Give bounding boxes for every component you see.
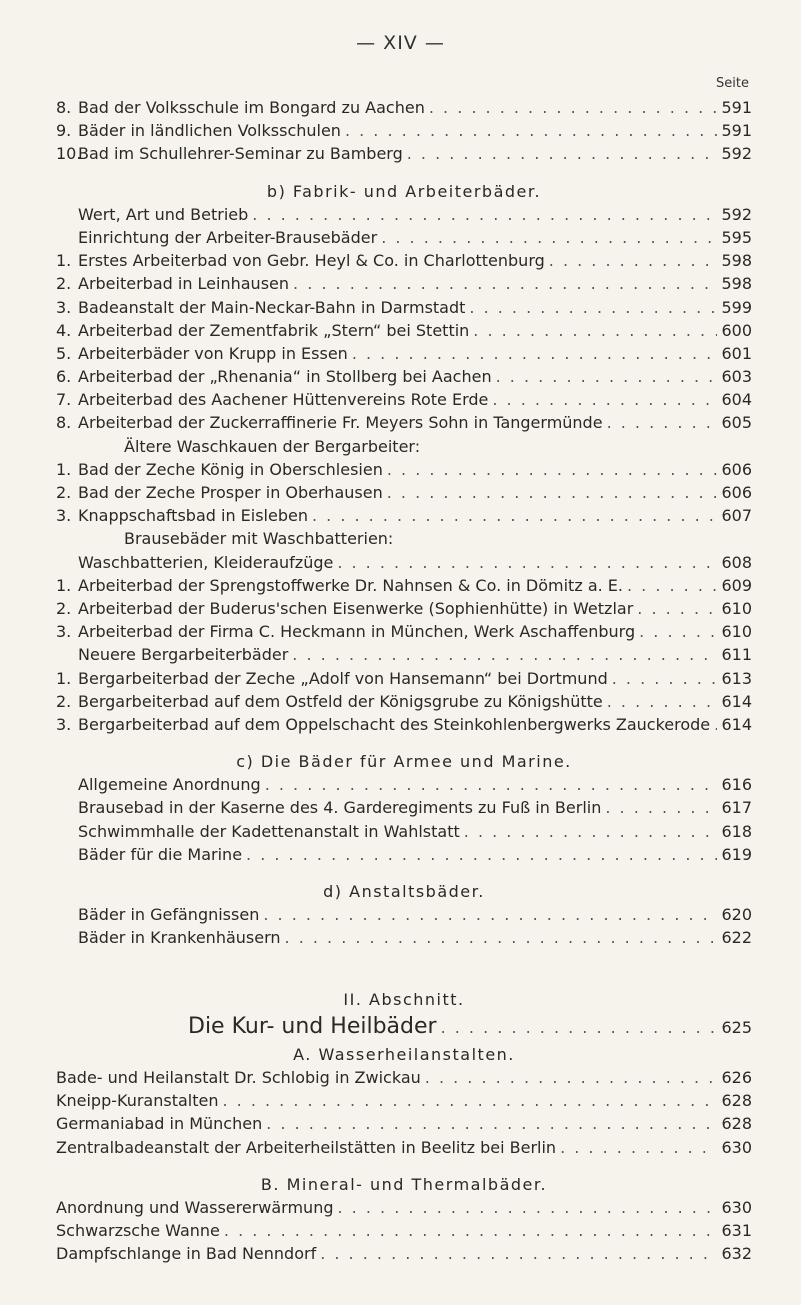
entry-title: Arbeiterbad der Zementfabrik „Stern“ bei Stettin bbox=[78, 320, 470, 340]
page-number: 606 bbox=[721, 459, 752, 479]
leader-dots bbox=[381, 226, 717, 249]
toc-entry bbox=[56, 365, 752, 388]
entry-title: Arbeiterbäder von Krupp in Essen bbox=[78, 343, 348, 363]
entry-title: Arbeiterbad der „Rhenania“ in Stollberg bei Aachen bbox=[78, 367, 492, 387]
section-heading-b: b) Fabrik- und Arbeiterbäder. bbox=[266, 181, 542, 201]
toc-entry bbox=[56, 1196, 752, 1219]
page-number: 622 bbox=[721, 928, 752, 948]
toc-entry bbox=[56, 643, 752, 666]
toc-entry bbox=[56, 96, 752, 119]
entry-number: 5. bbox=[56, 343, 72, 363]
entry-title: Waschbatterien, Kleideraufzüge bbox=[78, 552, 334, 572]
toc-entry bbox=[56, 690, 752, 713]
toc-entry bbox=[56, 504, 752, 527]
toc-entry bbox=[56, 574, 752, 597]
entry-title: Brausebad in der Kaserne des 4. Garderegiments zu Fuß in Berlin bbox=[78, 798, 602, 818]
page-number: 613 bbox=[721, 668, 752, 688]
entry-number: 2. bbox=[56, 691, 72, 711]
entry-title: Allgemeine Anordnung bbox=[78, 775, 261, 795]
seite-label: Seite bbox=[716, 76, 749, 91]
leader-dots bbox=[246, 843, 717, 866]
entry-number: 3. bbox=[56, 622, 72, 642]
leader-dots bbox=[473, 319, 717, 342]
entry-number: 2. bbox=[56, 598, 72, 618]
page-number: 598 bbox=[721, 251, 752, 271]
entry-title: Bergarbeiterbad auf dem Oppelschacht des Steinkohlenbergwerks Zauckerode bbox=[78, 714, 711, 734]
page-number: 595 bbox=[721, 227, 752, 247]
toc-entry bbox=[56, 667, 752, 690]
page-number: 630 bbox=[721, 1137, 752, 1157]
toc-entry bbox=[56, 411, 752, 434]
page-number: 591 bbox=[721, 98, 752, 117]
toc-entry bbox=[56, 597, 752, 620]
leader-dots bbox=[469, 296, 717, 319]
page-number: 630 bbox=[721, 1197, 752, 1217]
toc-entry bbox=[56, 319, 752, 342]
entry-title: Erstes Arbeiterbad von Gebr. Heyl & Co. in Charlottenburg bbox=[78, 251, 545, 271]
page-number: 614 bbox=[721, 714, 752, 734]
leader-dots bbox=[425, 1066, 718, 1089]
page-number: 628 bbox=[721, 1114, 752, 1134]
page-number: 631 bbox=[721, 1221, 752, 1241]
page-number: 625 bbox=[721, 1017, 752, 1037]
entry-title: Schwimmhalle der Kadettenanstalt in Wahlstatt bbox=[78, 821, 460, 841]
page-number: 600 bbox=[721, 320, 752, 340]
entry-title: Kneipp-Kuranstalten bbox=[56, 1091, 219, 1111]
section-heading-d: d) Anstaltsbäder. bbox=[323, 882, 485, 901]
toc-entry bbox=[56, 713, 752, 736]
toc-entry bbox=[56, 620, 752, 643]
leader-dots bbox=[714, 713, 717, 736]
page-number: 632 bbox=[721, 1244, 752, 1264]
leader-dots bbox=[407, 142, 718, 165]
leader-dots bbox=[607, 690, 718, 713]
entry-title: Anordnung und Wassererwärmung bbox=[56, 1197, 334, 1217]
entry-title: Zentralbadeanstalt der Arbeiterheilstätten in Beelitz bei Berlin bbox=[56, 1137, 557, 1157]
toc-entry bbox=[56, 1136, 752, 1159]
page-number: 604 bbox=[721, 390, 752, 410]
section-heading-A: A. Wasserheilanstalten. bbox=[293, 1044, 515, 1064]
subheading-brausebaeder: Brausebäder mit Waschbatterien: bbox=[124, 529, 394, 549]
toc-entry bbox=[56, 142, 752, 165]
toc-entry bbox=[56, 903, 752, 926]
entry-title: Arbeiterbad des Aachener Hüttenvereins Rote Erde bbox=[78, 390, 489, 410]
toc-entry bbox=[56, 388, 752, 411]
leader-dots bbox=[492, 388, 717, 411]
toc-entry bbox=[56, 773, 752, 796]
table-of-contents bbox=[56, 96, 752, 1265]
entry-title: Schwarzsche Wanne bbox=[56, 1221, 220, 1241]
toc-entry bbox=[56, 226, 752, 249]
entry-number: 2. bbox=[56, 483, 72, 502]
leader-dots bbox=[612, 667, 718, 690]
section-heading-B: B. Mineral- und Thermalbäder. bbox=[260, 1174, 548, 1194]
entry-number: 3. bbox=[56, 506, 72, 526]
entry-number: 9. bbox=[56, 121, 72, 141]
entry-number: 1. bbox=[56, 575, 72, 595]
entry-number: 3. bbox=[56, 714, 72, 734]
toc-entry bbox=[56, 551, 752, 574]
entry-number: 1. bbox=[56, 459, 72, 479]
leader-dots bbox=[222, 1089, 717, 1112]
toc-entry bbox=[56, 1242, 752, 1265]
page-number: 606 bbox=[721, 483, 752, 502]
leader-dots bbox=[265, 773, 718, 796]
page-number: 608 bbox=[721, 552, 752, 572]
toc-entry bbox=[56, 203, 752, 226]
entry-number: 1. bbox=[56, 668, 72, 688]
toc-entry bbox=[56, 1219, 752, 1242]
page-number: 598 bbox=[721, 274, 752, 294]
leader-dots bbox=[352, 342, 718, 365]
toc-entry bbox=[56, 296, 752, 319]
entry-number: 2. bbox=[56, 274, 72, 294]
leader-dots bbox=[560, 1136, 717, 1159]
part-title-entry bbox=[56, 1011, 752, 1043]
part-heading: II. Abschnitt. bbox=[343, 989, 465, 1009]
leader-dots bbox=[252, 203, 717, 226]
entry-title: Bad im Schullehrer-Seminar zu Bamberg bbox=[78, 144, 403, 164]
entry-title: Bäder in ländlichen Volksschulen bbox=[78, 121, 341, 141]
page-number: 618 bbox=[721, 821, 752, 841]
leader-dots bbox=[292, 643, 717, 666]
page-number: 592 bbox=[721, 204, 752, 224]
entry-number: 4. bbox=[56, 320, 72, 340]
page-number: 599 bbox=[721, 297, 752, 317]
toc-entry bbox=[56, 119, 752, 142]
leader-dots bbox=[429, 96, 718, 119]
toc-entry bbox=[56, 481, 752, 504]
leader-dots bbox=[285, 926, 718, 949]
toc-entry bbox=[56, 1066, 752, 1089]
entry-number: 10. bbox=[56, 144, 82, 164]
entry-title: Bäder in Krankenhäusern bbox=[78, 928, 281, 948]
page-number: 626 bbox=[721, 1067, 752, 1087]
page-number: 616 bbox=[721, 775, 752, 795]
subheading-waschkauen: Ältere Waschkauen der Bergarbeiter: bbox=[124, 436, 421, 456]
leader-dots bbox=[607, 411, 718, 434]
page-number: 601 bbox=[721, 343, 752, 363]
toc-entry bbox=[56, 1112, 752, 1135]
entry-title: Arbeiterbad der Firma C. Heckmann in München, Werk Aschaffenburg bbox=[78, 622, 636, 642]
entry-title: Wert, Art und Betrieb bbox=[78, 204, 249, 224]
toc-entry bbox=[56, 458, 752, 481]
entry-title: Bäder für die Marine bbox=[78, 844, 243, 864]
entry-title: Bade- und Heilanstalt Dr. Schlobig in Zwickau bbox=[56, 1067, 421, 1087]
entry-title: Neuere Bergarbeiterbäder bbox=[78, 645, 289, 665]
toc-entry bbox=[56, 843, 752, 866]
leader-dots bbox=[320, 1242, 717, 1265]
toc-entry bbox=[56, 796, 752, 819]
leader-dots bbox=[387, 458, 718, 481]
part-title: Die Kur- und Heilbäder bbox=[188, 1013, 437, 1039]
entry-number: 7. bbox=[56, 390, 72, 410]
leader-dots bbox=[605, 796, 717, 819]
page-number: 610 bbox=[721, 622, 752, 642]
entry-title: Badeanstalt der Main-Neckar-Bahn in Darmstadt bbox=[78, 297, 466, 317]
page-number: 609 bbox=[721, 575, 752, 595]
page-number: 611 bbox=[721, 645, 752, 665]
entry-title: Dampfschlange in Bad Nenndorf bbox=[56, 1244, 317, 1264]
entry-title: Bergarbeiterbad der Zeche „Adolf von Hansemann“ bei Dortmund bbox=[78, 668, 608, 688]
toc-entry bbox=[56, 249, 752, 272]
leader-dots bbox=[293, 272, 717, 295]
page-header: — XIV — bbox=[356, 32, 445, 54]
toc-entry bbox=[56, 342, 752, 365]
leader-dots bbox=[441, 1012, 718, 1044]
page-number: 605 bbox=[721, 413, 752, 433]
entry-title: Bäder in Gefängnissen bbox=[78, 905, 260, 925]
entry-title: Arbeiterbad in Leinhausen bbox=[78, 274, 290, 294]
entry-number: 8. bbox=[56, 413, 72, 433]
leader-dots bbox=[464, 820, 718, 843]
page-number: 620 bbox=[721, 905, 752, 925]
entry-number: 6. bbox=[56, 367, 72, 387]
entry-title: Bad der Volksschule im Bongard zu Aachen bbox=[78, 98, 425, 117]
leader-dots bbox=[263, 903, 717, 926]
leader-dots bbox=[312, 504, 717, 527]
entry-title: Arbeiterbad der Buderus'schen Eisenwerke (Sophienhütte) in Wetzlar bbox=[78, 598, 634, 618]
toc-entry bbox=[56, 926, 752, 949]
leader-dots bbox=[549, 249, 718, 272]
entry-title: Bad der Zeche Prosper in Oberhausen bbox=[78, 483, 383, 502]
leader-dots bbox=[496, 365, 718, 388]
entry-title: Bergarbeiterbad auf dem Ostfeld der Königsgrube zu Königshütte bbox=[78, 691, 603, 711]
page-number: 610 bbox=[721, 598, 752, 618]
entry-number: 1. bbox=[56, 251, 72, 271]
section-heading-c: c) Die Bäder für Armee und Marine. bbox=[236, 752, 572, 772]
page-number: 607 bbox=[721, 506, 752, 526]
toc-entry bbox=[56, 820, 752, 843]
leader-dots bbox=[637, 597, 717, 620]
leader-dots bbox=[337, 551, 717, 574]
entry-title: Knappschaftsbad in Eisleben bbox=[78, 506, 308, 526]
page-number: 619 bbox=[721, 844, 752, 864]
entry-number: 3. bbox=[56, 297, 72, 317]
page-number: 591 bbox=[721, 121, 752, 141]
leader-dots bbox=[338, 1196, 718, 1219]
toc-entry bbox=[56, 1089, 752, 1112]
page-number: 614 bbox=[721, 691, 752, 711]
entry-title: Arbeiterbad der Sprengstoffwerke Dr. Nahnsen & Co. in Dömitz a. E. bbox=[78, 575, 623, 595]
leader-dots bbox=[639, 620, 717, 643]
entry-title: Arbeiterbad der Zuckerraffinerie Fr. Meyers Sohn in Tangermünde bbox=[78, 413, 603, 433]
entry-number: 8. bbox=[56, 98, 72, 117]
leader-dots bbox=[345, 119, 718, 142]
page-number: 617 bbox=[721, 798, 752, 818]
leader-dots bbox=[266, 1112, 717, 1135]
entry-title: Einrichtung der Arbeiter-Brausebäder bbox=[78, 227, 378, 247]
leader-dots bbox=[387, 481, 718, 504]
page-number: 603 bbox=[721, 367, 752, 387]
leader-dots bbox=[224, 1219, 718, 1242]
toc-entry bbox=[56, 272, 752, 295]
entry-title: Germaniabad in München bbox=[56, 1114, 263, 1134]
page-number: 592 bbox=[721, 144, 752, 164]
entry-title: Bad der Zeche König in Oberschlesien bbox=[78, 459, 383, 479]
page-number: 628 bbox=[721, 1091, 752, 1111]
leader-dots bbox=[627, 574, 717, 597]
